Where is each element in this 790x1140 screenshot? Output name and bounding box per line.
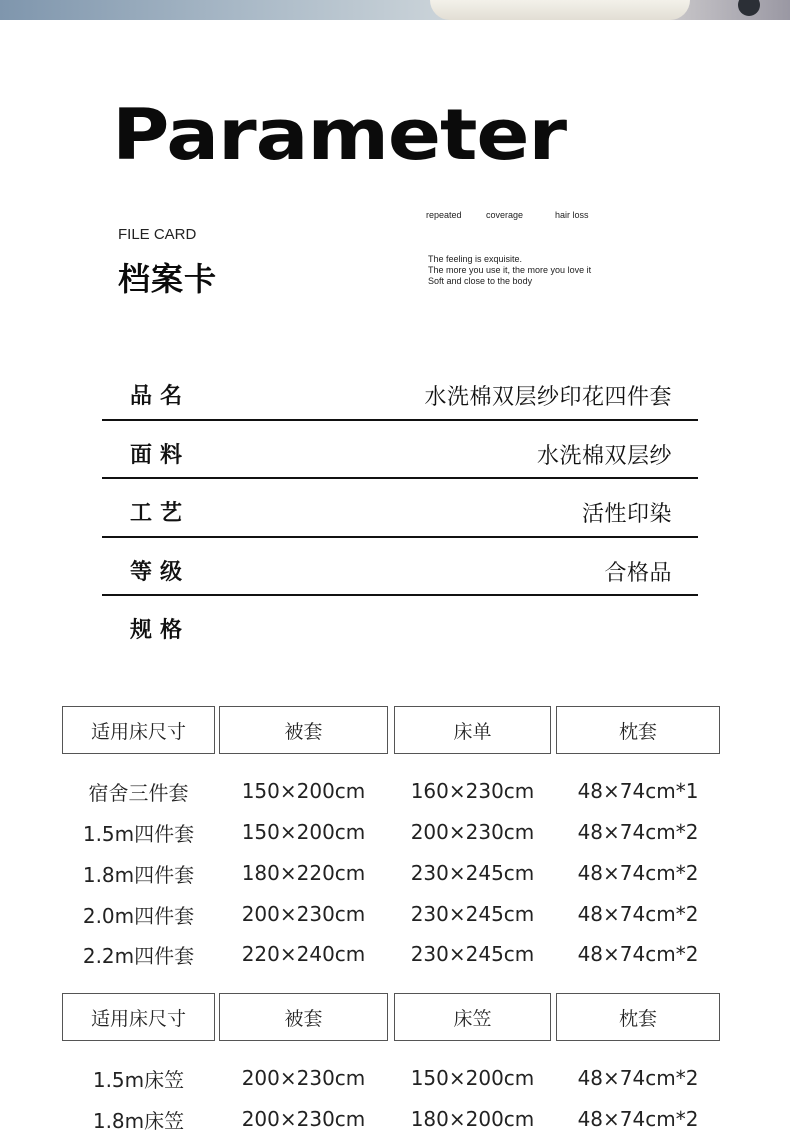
header-duvet-cover: 被套	[219, 993, 388, 1041]
decor-knob	[738, 0, 760, 16]
cell-size: 1.8m四件套	[82, 862, 195, 887]
tag-hair-loss: hair loss	[555, 210, 589, 220]
cell-duvet: 180×220cm	[241, 861, 366, 885]
param-value: 水洗棉双层纱印花四件套	[424, 385, 672, 410]
header-fitted-sheet: 床笠	[394, 993, 551, 1041]
param-label: 面料	[130, 442, 191, 468]
cell-pillow: 48×74cm*2	[577, 942, 699, 966]
param-row-spec	[102, 596, 698, 655]
table-row	[0, 853, 790, 893]
cell-size: 2.0m四件套	[82, 903, 195, 928]
cell-size: 1.5m床笠	[92, 1067, 185, 1092]
table-row	[0, 1099, 790, 1139]
cell-duvet: 200×230cm	[241, 1066, 366, 1090]
param-row-fabric	[102, 421, 698, 480]
cell-sheet: 200×230cm	[410, 820, 535, 844]
param-label: 等级	[130, 559, 191, 585]
cell-fitted: 180×200cm	[410, 1107, 535, 1131]
header-pillowcase: 枕套	[556, 993, 720, 1041]
param-row-name	[102, 362, 698, 421]
param-value: 水洗棉双层纱	[536, 443, 672, 469]
tagline	[428, 254, 591, 287]
header-bed-size: 适用床尺寸	[62, 993, 215, 1041]
cell-sheet: 230×245cm	[410, 861, 535, 885]
cell-pillow: 48×74cm*2	[577, 902, 699, 926]
param-row-grade	[102, 538, 698, 597]
cell-size: 宿舍三件套	[88, 780, 189, 805]
parameter-list	[102, 362, 698, 655]
header-pillowcase: 枕套	[556, 706, 720, 754]
cell-pillow: 48×74cm*2	[577, 820, 699, 844]
archive-heading: 档案卡	[118, 260, 218, 298]
file-card-label: FILE CARD	[118, 226, 197, 243]
cell-size: 1.8m床笠	[92, 1108, 185, 1133]
size-table-header	[0, 706, 790, 754]
cell-sheet: 230×245cm	[410, 942, 535, 966]
table-row	[0, 934, 790, 974]
cell-duvet: 200×230cm	[241, 902, 366, 926]
cell-duvet: 150×200cm	[241, 779, 366, 803]
param-label: 品名	[130, 384, 191, 409]
cell-duvet: 200×230cm	[241, 1107, 366, 1131]
fabric-shape	[430, 0, 690, 20]
cell-fitted: 150×200cm	[410, 1066, 535, 1090]
tag-coverage: coverage	[486, 210, 524, 220]
table-row	[0, 771, 790, 811]
param-row-process	[102, 479, 698, 538]
header-bed-size: 适用床尺寸	[62, 706, 215, 754]
cell-sheet: 230×245cm	[410, 902, 535, 926]
fitted-sheet-table-header	[0, 993, 790, 1041]
cell-pillow: 48×74cm*2	[577, 1107, 699, 1131]
param-value: 活性印染	[581, 502, 672, 527]
tagline-line: The feeling is exquisite.	[428, 254, 523, 264]
cell-pillow: 48×74cm*2	[577, 1066, 699, 1090]
param-label: 工艺	[130, 501, 191, 526]
product-photo-strip	[0, 0, 790, 20]
cell-pillow: 48×74cm*2	[577, 861, 699, 885]
tagline-line: Soft and close to the body	[428, 276, 533, 286]
cell-sheet: 160×230cm	[410, 779, 535, 803]
cell-duvet: 220×240cm	[241, 942, 366, 966]
header-duvet-cover: 被套	[219, 706, 388, 754]
header-bed-sheet: 床单	[394, 706, 551, 754]
cell-duvet: 150×200cm	[241, 820, 366, 844]
tagline-line: The more you use it, the more you love it	[428, 265, 592, 275]
cell-size: 1.5m四件套	[82, 821, 195, 846]
page-title: Parameter	[112, 94, 566, 176]
table-row	[0, 812, 790, 852]
param-value: 合格品	[604, 560, 672, 586]
table-row	[0, 1058, 790, 1098]
cell-pillow: 48×74cm*1	[577, 779, 699, 803]
param-label: 规格	[130, 618, 191, 643]
tag-repeated: repeated	[426, 210, 462, 220]
table-row	[0, 894, 790, 934]
cell-size: 2.2m四件套	[82, 943, 195, 968]
